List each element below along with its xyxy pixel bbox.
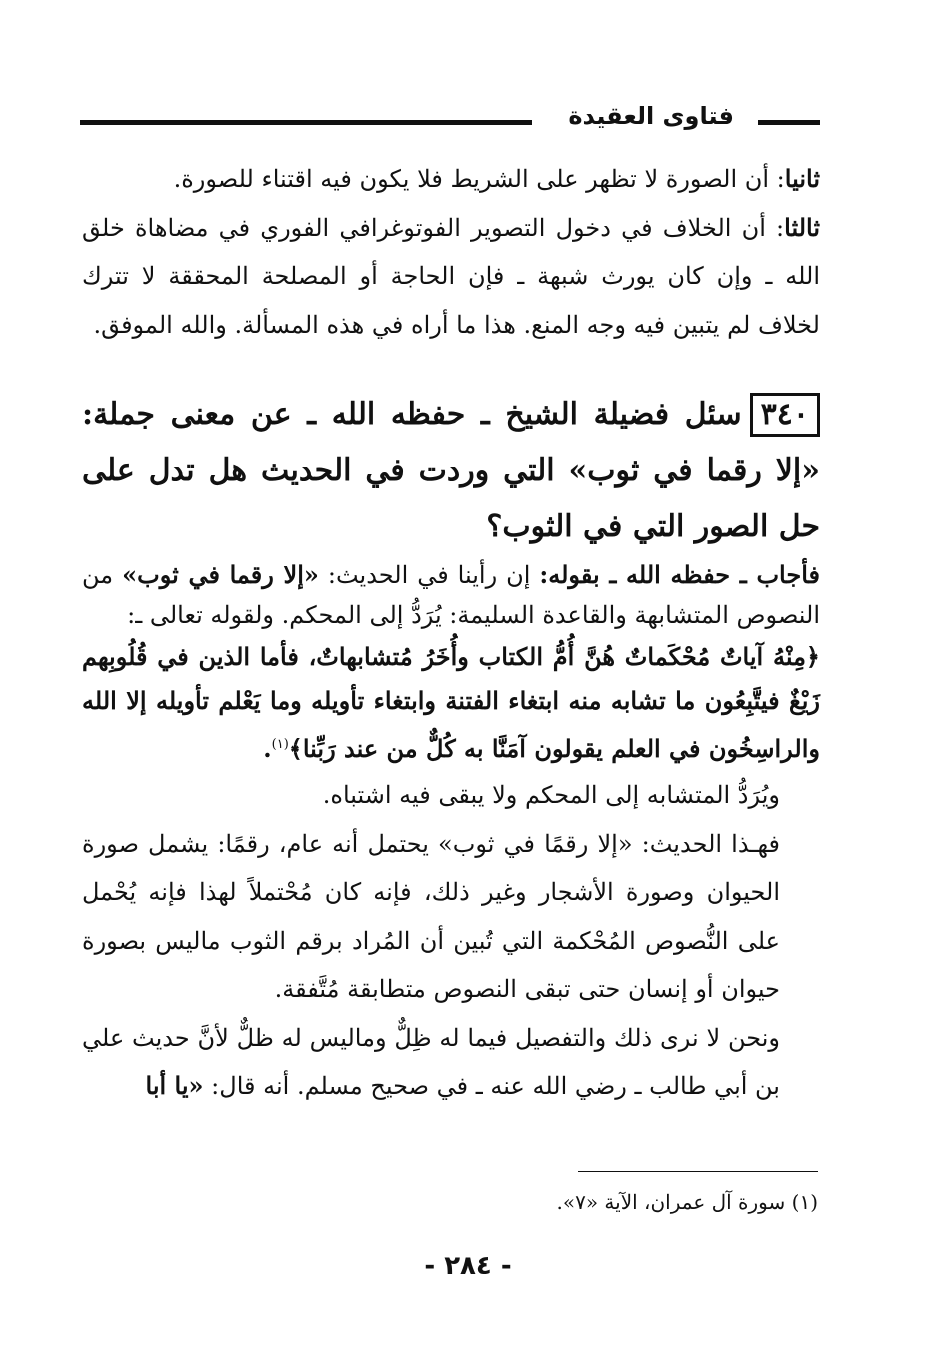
paragraph-second-point — [82, 155, 820, 204]
paragraph-text: ونحن لا نرى ذلك والتفصيل فيما له ظِلٌّ وماليس له ظلٌّ لأنَّ حديث علي بن أبي طالب ـ رضي الله عنه ـ في صحيح مسلم. أنه قال: — [82, 1023, 780, 1100]
paragraph-after-verse: ويُرَدُّ المتشابه إلى المحكم ولا يبقى فيه اشتباه. — [322, 781, 780, 809]
paragraph-text: : أن الصورة لا تظهر على الشريط فلا يكون فيه اقتناء للصورة. — [173, 165, 785, 193]
question-text: سئل فضيلة الشيخ ـ حفظه الله ـ عن معنى جملة: «إلا رقما في ثوب» التي وردت في الحديث هل تدل على حل الصور التي في الثوب؟ — [82, 397, 820, 544]
paragraph-hadith-ali — [82, 1014, 820, 1111]
paragraph-text: : أن الخلاف في دخول التصوير الفوتوغرافي الفوري في مضاهاة خلق الله ـ وإن كان يورث شبهة ـ فإن الحاجة أو المصلحة المحققة لا تترك لخلاف لم يتبين فيه وجه المنع. هذا ما أراه في هذه المسألة. والله الموفق. — [82, 213, 820, 339]
header-rule-left — [80, 120, 532, 125]
page-body — [82, 155, 820, 1111]
paragraph-quote: «يا أبا — [145, 1071, 204, 1100]
page-number: - ٢٨٤ - — [424, 1251, 512, 1281]
question-number-box: ٣٤٠ — [750, 393, 820, 437]
header-rule-right — [758, 120, 820, 125]
paragraph-third-point — [82, 204, 820, 350]
answer-intro-a: إن رأينا في الحديث: — [327, 561, 531, 589]
verse-text: ﴿مِنْهُ آياتٌ مُحْكَماتٌ هُنَّ أُمُّ الكتاب وأُخَرُ مُتشابهاتٌ، فأما الذين في قُلُوبِهم زَيْغٌ فيتَّبِعُون ما تشابه منه ابتغاء الفتنة وابتغاء تأويله وما يَعْلم تأويله إلا الله والراسِخُون في العلم يقولون آمَنَّا به كُلٌّ من عند رَبِّنا﴾ — [82, 642, 820, 763]
answer-intro-b: من النصوص المتشابهة والقاعدة السليمة: يُرَدُّ إلى المحكم. ولقوله تعالى ـ: — [82, 561, 820, 629]
paragraph-hadith-analysis: فهـذا الحديث: «إلا رقمًا في ثوب» يحتمل أنه عام، رقمًا: يشمل صورة الحيوان وصورة الأشجار وغير ذلك، فإنه كان مُحْتملاً لهذا فإنه يُحْمل على النُّصوص المُحْكمة التي تُبين أن المُراد برقم الثوب ماليس بصورة حيوان أو إنسان حتى تبقى النصوص متطابقة مُتَّفقة. — [82, 829, 780, 1003]
question-heading — [82, 387, 820, 555]
answer-intro — [82, 555, 820, 635]
footnote: (١) سورة آل عمران، الآية «٧». — [556, 1190, 818, 1214]
header-title: فتاوى العقيدة — [568, 102, 734, 130]
running-header — [80, 100, 820, 140]
paragraph-label: ثالثا — [784, 212, 820, 242]
quran-verse: ﴿مِنْهُ آياتٌ مُحْكَماتٌ هُنَّ أُمُّ الكتاب وأُخَرُ مُتشابهاتٌ، فأما الذين في قُلُوبِهم زَيْغٌ فيتَّبِعُون ما تشابه منه ابتغاء الفتنة وابتغاء تأويله وما يَعْلم تأويله إلا الله والراسِخُون في العلم يقولون آمَنَّا به كُلٌّ من عند رَبِّنا﴾$^{(١)}$. — [82, 642, 820, 763]
footnote-ref: (١) — [271, 737, 289, 752]
section-spacer — [82, 349, 820, 387]
answer-lead: فأجاب ـ حفظه الله ـ بقوله: — [539, 560, 820, 589]
paragraph-label: ثانيا — [784, 164, 820, 193]
footnote-separator — [578, 1171, 818, 1172]
answer-intro-quote: «إلا رقما في ثوب» — [122, 560, 319, 589]
